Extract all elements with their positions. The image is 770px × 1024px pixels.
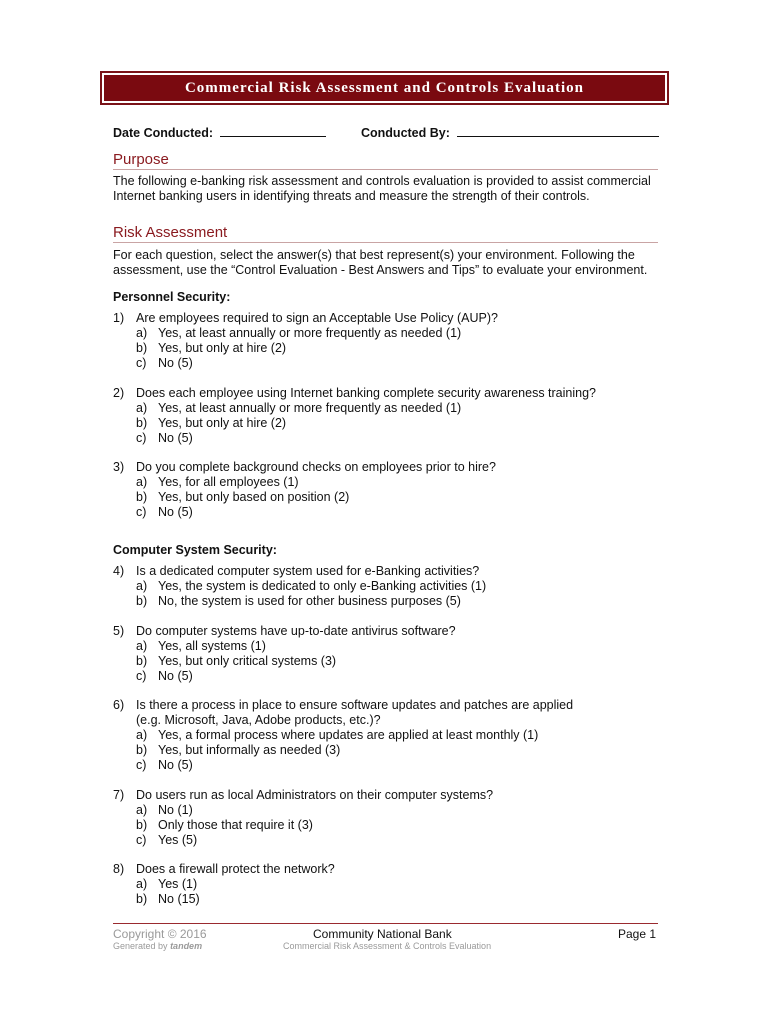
page-title: Commercial Risk Assessment and Controls Evaluation [104, 75, 665, 101]
question-number: 7) [113, 788, 125, 802]
personnel-security-heading: Personnel Security: [113, 290, 231, 304]
date-conducted-field[interactable] [220, 124, 326, 137]
question-text: Is a dedicated computer system used for e-Banking activities? [136, 564, 480, 578]
answer-option[interactable]: b) Yes, but only based on position (2) [136, 490, 350, 504]
answer-option[interactable]: c) No (5) [136, 505, 193, 519]
generated-by [113, 941, 202, 951]
question-text: Do users run as local Administrators on their computer systems? [136, 788, 494, 802]
answer-option[interactable]: a) Yes, for all employees (1) [136, 475, 299, 489]
purpose-text: The following e-banking risk assessment and controls evaluation is provided to assist commercial Internet banking users in identifying threats and measure the strength of their controls. [113, 174, 651, 203]
answer-option[interactable]: a) Yes, at least annually or more frequently as needed (1) [136, 401, 462, 415]
question-text: Do computer systems have up-to-date antivirus software? [136, 624, 456, 638]
question-text: Does a firewall protect the network? [136, 862, 335, 876]
question-2 [113, 386, 661, 446]
purpose-heading: Purpose [113, 151, 658, 170]
answer-option[interactable]: c) No (5) [136, 758, 193, 772]
generated-by-label: Generated by [113, 941, 168, 951]
footer-doc-title: Commercial Risk Assessment & Controls Evaluation [283, 941, 492, 951]
copyright: Copyright © 2016 [113, 927, 207, 941]
answer-option[interactable]: b) Yes, but only at hire (2) [136, 416, 287, 430]
question-7 [113, 788, 661, 848]
question-4 [113, 564, 661, 609]
answer-option[interactable]: a) Yes, a formal process where updates are applied at least monthly (1) [136, 728, 539, 742]
question-text: Does each employee using Internet banking complete security awareness training? [136, 386, 596, 400]
answer-option[interactable]: b) No, the system is used for other business purposes (5) [136, 594, 461, 608]
title-banner [100, 71, 669, 105]
answer-option[interactable]: a) No (1) [136, 803, 193, 817]
question-1 [113, 311, 661, 371]
question-8 [113, 862, 661, 907]
tandem-brand: tandem [170, 941, 203, 951]
bank-name: Community National Bank [313, 927, 452, 941]
answer-option[interactable]: b) Only those that require it (3) [136, 818, 313, 832]
risk-assessment-text: For each question, select the answer(s) that best represent(s) your environment. Following the assessment, use the “Control Evaluation - Best Answers and Tips” to evaluate your environment. [113, 248, 648, 277]
question-text: Are employees required to sign an Acceptable Use Policy (AUP)? [136, 311, 498, 325]
question-number: 3) [113, 460, 125, 474]
question-number: 2) [113, 386, 125, 400]
question-text: Do you complete background checks on employees prior to hire? [136, 460, 496, 474]
answer-option[interactable]: c) No (5) [136, 669, 193, 683]
answer-option[interactable]: b) Yes, but informally as needed (3) [136, 743, 341, 757]
conducted-by [361, 124, 659, 140]
answer-option[interactable]: b) Yes, but only critical systems (3) [136, 654, 337, 668]
computer-system-security-heading: Computer System Security: [113, 543, 277, 557]
answer-option[interactable]: a) Yes, the system is dedicated to only e-Banking activities (1) [136, 579, 487, 593]
answer-option[interactable]: a) Yes (1) [136, 877, 198, 891]
question-number: 5) [113, 624, 125, 638]
date-conducted-label: Date Conducted: [113, 126, 213, 140]
answer-option[interactable]: b) No (15) [136, 892, 200, 906]
date-conducted [113, 124, 326, 140]
question-number: 6) [113, 698, 125, 712]
conducted-by-field[interactable] [457, 124, 659, 137]
question-5 [113, 624, 661, 684]
question-6 [113, 698, 661, 773]
question-number: 1) [113, 311, 125, 325]
answer-option[interactable]: c) No (5) [136, 356, 193, 370]
answer-option[interactable]: b) Yes, but only at hire (2) [136, 341, 287, 355]
page-number: Page 1 [618, 927, 657, 941]
question-3 [113, 460, 661, 520]
question-number: 4) [113, 564, 125, 578]
answer-option[interactable]: a) Yes, all systems (1) [136, 639, 266, 653]
answer-option[interactable]: a) Yes, at least annually or more frequently as needed (1) [136, 326, 462, 340]
answer-option[interactable]: c) Yes (5) [136, 833, 198, 847]
answer-option[interactable]: c) No (5) [136, 431, 193, 445]
footer-divider [113, 923, 658, 924]
conducted-by-label: Conducted By: [361, 126, 450, 140]
question-text: Is there a process in place to ensure software updates and patches are applied (e.g. Microsoft, Java, Adobe products, etc.)? [136, 698, 574, 727]
question-number: 8) [113, 862, 125, 876]
risk-assessment-heading: Risk Assessment [113, 224, 658, 243]
